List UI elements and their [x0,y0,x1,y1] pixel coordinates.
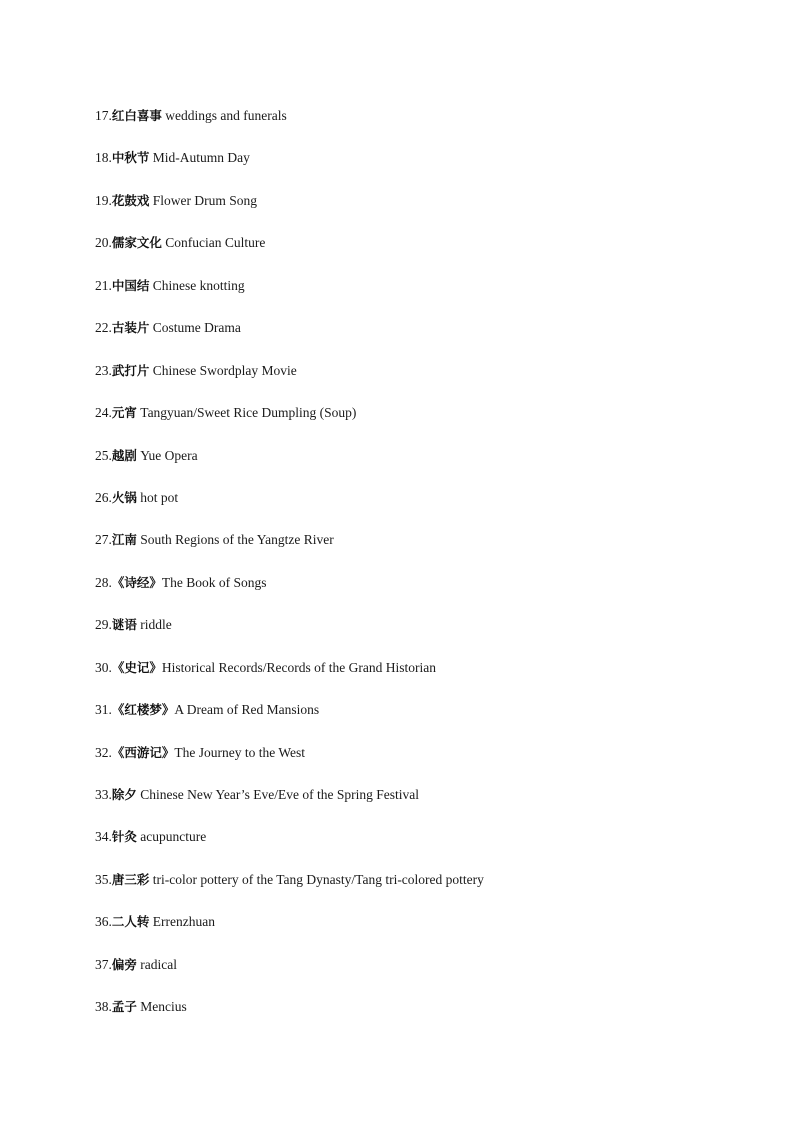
entry-chinese: 偏旁 [111,956,137,972]
list-item [95,488,484,530]
list-item [95,700,484,742]
list-item [95,785,484,827]
entry-english: tri-color pottery of the Tang Dynasty/Tang tri-colored pottery [152,871,484,887]
entry-chinese: 谜语 [111,617,137,633]
list-item [95,318,484,360]
entry-chinese: 二人转 [111,914,150,930]
list-item [95,446,484,488]
entry-english: Tangyuan/Sweet Rice Dumpling (Soup) [140,405,357,421]
entry-number: 34. [95,829,112,845]
entry-english: Chinese Swordplay Movie [152,362,297,378]
entry-number: 17. [95,108,112,123]
entry-chinese: 武打片 [111,362,150,378]
list-item [95,233,484,275]
list-item [95,403,484,445]
entry-chinese: 《诗经》 [111,574,162,590]
entry-number: 28. [95,574,112,590]
list-item [95,955,484,997]
list-item [95,530,484,572]
entry-english: hot pot [140,489,179,505]
entry-chinese: 古装片 [111,320,150,336]
entry-chinese: 花鼓戏 [111,192,150,208]
entry-chinese: 除夕 [111,787,137,802]
entry-chinese: 儒家文化 [111,235,162,251]
list-item [95,276,484,318]
entry-english: Yue Opera [140,447,198,463]
entry-number: 19. [95,192,112,208]
list-item [95,827,484,869]
entry-english: The Journey to the West [174,744,306,760]
entry-chinese: 《西游记》 [111,744,175,760]
entry-english: A Dream of Red Mansions [174,702,320,718]
list-item [95,870,484,912]
entry-number: 24. [95,405,112,421]
entry-english: South Regions of the Yangtze River [140,532,334,548]
entry-english: Chinese New Year’s Eve/Eve of the Spring Festival [140,787,419,802]
entry-number: 36. [95,914,112,930]
entry-english: weddings and funerals [165,108,287,123]
entry-english: Mid-Autumn Day [152,150,250,166]
vocabulary-list [95,106,484,1040]
list-item [95,997,484,1039]
entry-number: 21. [95,277,112,293]
entry-chinese: 江南 [111,532,137,548]
entry-number: 25. [95,447,112,463]
entry-chinese: 中秋节 [111,150,150,166]
entry-number: 31. [95,702,112,718]
entry-english: The Book of Songs [161,574,267,590]
list-item [95,148,484,190]
list-item [95,106,484,148]
entry-english: Chinese knotting [152,277,245,293]
entry-number: 22. [95,320,112,336]
entry-english: radical [140,956,177,972]
entry-number: 18. [95,150,112,166]
entry-english: Flower Drum Song [152,192,258,208]
entry-chinese: 《史记》 [111,659,162,675]
entry-chinese: 越剧 [111,447,137,463]
entry-number: 20. [95,235,112,251]
entry-english: Errenzhuan [152,914,215,930]
entry-chinese: 针灸 [111,829,137,845]
entry-number: 33. [95,787,112,802]
entry-number: 32. [95,744,112,760]
entry-chinese: 火锅 [111,489,137,505]
entry-number: 38. [95,999,112,1015]
list-item [95,658,484,700]
entry-number: 29. [95,617,112,633]
entry-english: acupuncture [140,829,207,845]
entry-chinese: 元宵 [111,405,137,421]
list-item [95,615,484,657]
entry-chinese: 孟子 [111,999,137,1015]
list-item [95,191,484,233]
entry-number: 27. [95,532,112,548]
list-item [95,361,484,403]
list-item [95,912,484,954]
entry-number: 35. [95,871,112,887]
list-item [95,573,484,615]
entry-english: Historical Records/Records of the Grand Historian [161,659,436,675]
entry-chinese: 红白喜事 [111,108,162,123]
entry-number: 30. [95,659,112,675]
entry-number: 26. [95,489,112,505]
entry-english: Mencius [140,999,187,1015]
entry-english: Confucian Culture [165,235,266,251]
entry-english: Costume Drama [152,320,241,336]
entry-chinese: 唐三彩 [111,871,150,887]
entry-number: 37. [95,956,112,972]
list-item [95,743,484,785]
entry-english: riddle [140,617,172,633]
entry-chinese: 《红楼梦》 [111,702,175,718]
entry-number: 23. [95,362,112,378]
entry-chinese: 中国结 [111,277,150,293]
